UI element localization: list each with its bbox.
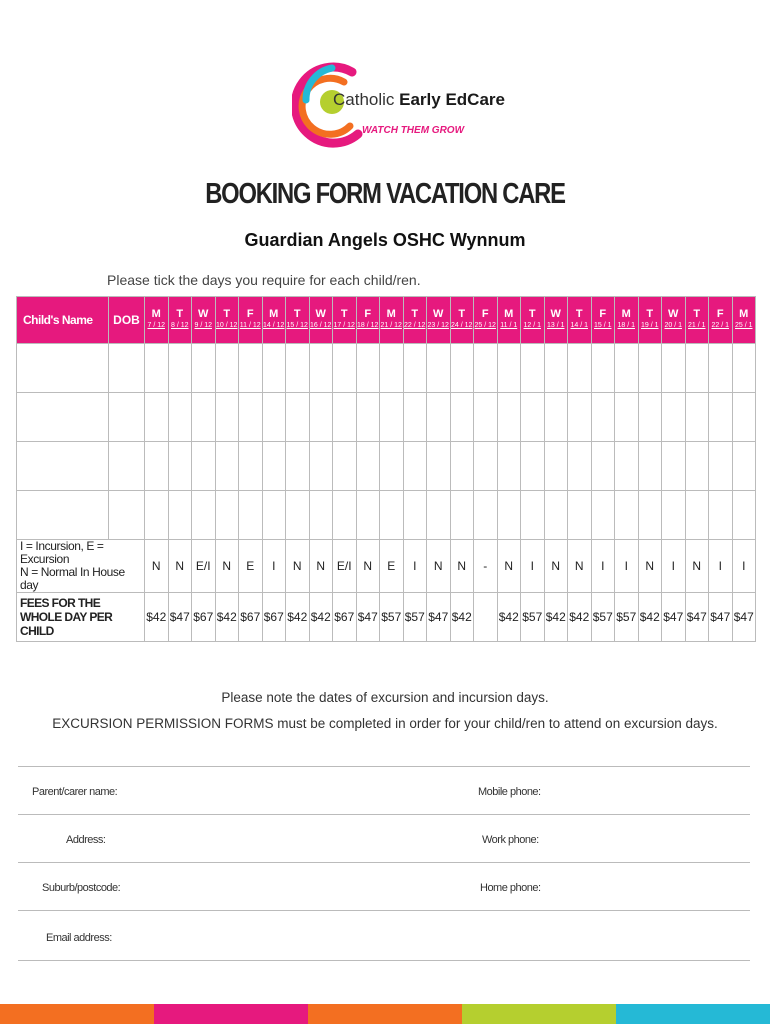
- day-header-1: [168, 297, 192, 344]
- tick-cell[interactable]: [309, 491, 333, 540]
- day-type-code: I: [521, 540, 545, 593]
- day-header-9: [356, 297, 380, 344]
- day-letter: M: [504, 308, 514, 320]
- note-dates: Please note the dates of excursion and incursion days.: [221, 690, 549, 705]
- day-type-code: I: [262, 540, 286, 593]
- tick-cell[interactable]: [450, 442, 474, 491]
- day-header-19: [591, 297, 615, 344]
- day-fee: $42: [145, 593, 169, 642]
- tick-cell[interactable]: [168, 491, 192, 540]
- day-date: 18 / 12: [357, 322, 379, 329]
- child-name-cell[interactable]: [17, 491, 109, 540]
- tick-cell[interactable]: [309, 442, 333, 491]
- day-type-legend: [17, 540, 145, 593]
- form-title: BOOKING FORM VACATION CARE: [205, 178, 565, 210]
- tick-cell[interactable]: [709, 491, 733, 540]
- tick-cell[interactable]: [403, 442, 427, 491]
- child-row: [17, 442, 756, 491]
- day-date: 9 / 12: [194, 322, 212, 329]
- day-date: 16 / 12: [310, 322, 332, 329]
- dob-cell[interactable]: [109, 393, 145, 442]
- tick-cell[interactable]: [356, 442, 380, 491]
- day-date: 21 / 12: [380, 322, 402, 329]
- day-header-25: [732, 297, 756, 344]
- tick-cell[interactable]: [568, 344, 592, 393]
- tick-cell[interactable]: [356, 393, 380, 442]
- day-header-23: [685, 297, 709, 344]
- tick-cell[interactable]: [427, 491, 451, 540]
- tick-cell[interactable]: [262, 393, 286, 442]
- day-letter: W: [433, 308, 444, 320]
- day-fee: $67: [192, 593, 216, 642]
- day-fee: $57: [521, 593, 545, 642]
- day-date: 11 / 12: [239, 322, 261, 329]
- day-letter: M: [739, 308, 749, 320]
- instruction-text: Please tick the days you require for each child/ren.: [107, 272, 421, 288]
- day-header-8: [333, 297, 357, 344]
- tick-cell[interactable]: [568, 393, 592, 442]
- home-phone-label: Home phone:: [480, 882, 541, 894]
- tick-cell[interactable]: [497, 491, 521, 540]
- tick-cell[interactable]: [192, 491, 216, 540]
- day-fee: $47: [685, 593, 709, 642]
- tick-cell[interactable]: [591, 442, 615, 491]
- day-date: 23 / 12: [427, 322, 449, 329]
- day-type-code: N: [168, 540, 192, 593]
- tick-cell[interactable]: [474, 491, 498, 540]
- day-header-18: [568, 297, 592, 344]
- day-fee: $57: [615, 593, 639, 642]
- day-header-4: [239, 297, 263, 344]
- day-type-code: N: [427, 540, 451, 593]
- tick-cell[interactable]: [192, 344, 216, 393]
- day-fee: $57: [591, 593, 615, 642]
- footer-cyan: [616, 1004, 770, 1024]
- day-date: 10 / 12: [216, 322, 238, 329]
- tick-cell[interactable]: [521, 344, 545, 393]
- day-type-code: I: [403, 540, 427, 593]
- day-header-7: [309, 297, 333, 344]
- address-label: Address:: [66, 834, 106, 846]
- child-name-cell[interactable]: [17, 344, 109, 393]
- childs-name-header: Child's Name: [17, 297, 109, 344]
- day-type-code: -: [474, 540, 498, 593]
- day-letter: W: [198, 308, 209, 320]
- tick-cell[interactable]: [427, 393, 451, 442]
- tick-cell[interactable]: [286, 344, 310, 393]
- day-date: 18 / 1: [617, 322, 635, 329]
- day-type-code: I: [615, 540, 639, 593]
- day-type-code: N: [356, 540, 380, 593]
- day-fee: $57: [380, 593, 404, 642]
- legend-line-2: N = Normal In House day: [20, 565, 125, 592]
- day-date: 20 / 1: [664, 322, 682, 329]
- tick-cell[interactable]: [333, 393, 357, 442]
- day-header-15: [497, 297, 521, 344]
- day-header-6: [286, 297, 310, 344]
- day-letter: T: [293, 308, 301, 320]
- day-header-21: [638, 297, 662, 344]
- day-type-code: N: [568, 540, 592, 593]
- tick-cell[interactable]: [591, 491, 615, 540]
- day-fee: $67: [333, 593, 357, 642]
- day-header-13: [450, 297, 474, 344]
- day-header-20: [615, 297, 639, 344]
- day-header-3: [215, 297, 239, 344]
- day-fee: $67: [239, 593, 263, 642]
- day-fee: $42: [309, 593, 333, 642]
- tick-cell[interactable]: [732, 491, 756, 540]
- suburb-postcode-label: Suburb/postcode:: [42, 882, 121, 894]
- tick-cell[interactable]: [662, 442, 686, 491]
- day-letter: T: [458, 308, 466, 320]
- tick-cell[interactable]: [168, 344, 192, 393]
- tick-cell[interactable]: [380, 344, 404, 393]
- day-fee: $47: [427, 593, 451, 642]
- tick-cell[interactable]: [709, 442, 733, 491]
- mobile-phone-label: Mobile phone:: [478, 786, 541, 798]
- day-letter: F: [481, 308, 489, 320]
- tick-cell[interactable]: [474, 344, 498, 393]
- day-header-11: [403, 297, 427, 344]
- tick-cell[interactable]: [685, 442, 709, 491]
- tick-cell[interactable]: [380, 393, 404, 442]
- day-date: 22 / 1: [711, 322, 729, 329]
- tick-cell[interactable]: [662, 344, 686, 393]
- suburb-field[interactable]: [18, 910, 750, 911]
- day-type-code: N: [544, 540, 568, 593]
- day-type-code: N: [450, 540, 474, 593]
- child-name-cell[interactable]: [17, 393, 109, 442]
- child-row: [17, 344, 756, 393]
- tick-cell[interactable]: [615, 442, 639, 491]
- tick-cell[interactable]: [474, 393, 498, 442]
- tick-cell[interactable]: [145, 442, 169, 491]
- tick-cell[interactable]: [497, 344, 521, 393]
- day-fee: $42: [544, 593, 568, 642]
- note-permission: EXCURSION PERMISSION FORMS must be completed in order for your child/ren to attend on excursion days.: [52, 716, 718, 731]
- day-letter: M: [621, 308, 631, 320]
- tick-cell[interactable]: [380, 442, 404, 491]
- day-type-code: N: [685, 540, 709, 593]
- child-name-cell[interactable]: [17, 442, 109, 491]
- tick-cell[interactable]: [450, 491, 474, 540]
- day-letter: W: [315, 308, 326, 320]
- tick-cell[interactable]: [333, 344, 357, 393]
- tick-cell[interactable]: [732, 344, 756, 393]
- footer-green: [462, 1004, 616, 1024]
- day-type-code: N: [497, 540, 521, 593]
- day-header-16: [521, 297, 545, 344]
- tick-cell[interactable]: [662, 491, 686, 540]
- day-letter: F: [716, 308, 724, 320]
- tick-cell[interactable]: [568, 442, 592, 491]
- day-type-code: I: [732, 540, 756, 593]
- tick-cell[interactable]: [262, 491, 286, 540]
- tick-cell[interactable]: [309, 393, 333, 442]
- tick-cell[interactable]: [262, 344, 286, 393]
- tick-cell[interactable]: [168, 393, 192, 442]
- day-fee: [474, 593, 498, 642]
- day-date: 15 / 1: [593, 322, 612, 329]
- day-header-17: [544, 297, 568, 344]
- day-date: 17 / 12: [333, 322, 355, 329]
- tick-cell[interactable]: [568, 491, 592, 540]
- tick-cell[interactable]: [521, 393, 545, 442]
- day-fee: $67: [262, 593, 286, 642]
- tick-cell[interactable]: [638, 344, 662, 393]
- day-date: 21 / 1: [687, 322, 706, 329]
- day-date: 14 / 12: [263, 322, 285, 329]
- day-date: 8 / 12: [170, 322, 189, 329]
- parent-name-label: Parent/carer name:: [32, 786, 118, 798]
- parent-name-field[interactable]: [18, 814, 750, 815]
- tick-cell[interactable]: [544, 393, 568, 442]
- tick-cell[interactable]: [215, 442, 239, 491]
- tick-cell[interactable]: [497, 442, 521, 491]
- day-header-5: [262, 297, 286, 344]
- address-field[interactable]: [18, 862, 750, 863]
- tick-cell[interactable]: [521, 442, 545, 491]
- day-letter: F: [599, 308, 607, 320]
- divider: [18, 766, 750, 767]
- day-fee: $47: [356, 593, 380, 642]
- tick-cell[interactable]: [732, 442, 756, 491]
- day-fee: $47: [709, 593, 733, 642]
- tick-cell[interactable]: [497, 393, 521, 442]
- tick-cell[interactable]: [333, 442, 357, 491]
- tick-cell[interactable]: [685, 491, 709, 540]
- day-letter: T: [411, 308, 419, 320]
- tick-cell[interactable]: [544, 442, 568, 491]
- day-type-row: [17, 540, 756, 593]
- footer-orange-2: [308, 1004, 462, 1024]
- day-header-14: [474, 297, 498, 344]
- day-type-code: E/I: [333, 540, 357, 593]
- day-letter: T: [340, 308, 348, 320]
- tick-cell[interactable]: [638, 442, 662, 491]
- tick-cell[interactable]: [192, 393, 216, 442]
- tick-cell[interactable]: [192, 442, 216, 491]
- child-row: [17, 491, 756, 540]
- logo-tagline: WATCH THEM GROW: [362, 125, 465, 136]
- day-type-code: E: [239, 540, 263, 593]
- tick-cell[interactable]: [215, 393, 239, 442]
- day-date: 13 / 1: [546, 322, 565, 329]
- tick-cell[interactable]: [544, 491, 568, 540]
- logo-brand-text: Catholic Early EdCare: [333, 90, 505, 109]
- day-header-2: [192, 297, 216, 344]
- day-header-12: [427, 297, 451, 344]
- day-fee: $42: [497, 593, 521, 642]
- day-type-code: I: [662, 540, 686, 593]
- tick-cell[interactable]: [685, 393, 709, 442]
- tick-cell[interactable]: [638, 491, 662, 540]
- tick-cell[interactable]: [591, 344, 615, 393]
- day-type-code: I: [591, 540, 615, 593]
- day-date: 19 / 1: [640, 322, 659, 329]
- dob-cell[interactable]: [109, 442, 145, 491]
- day-letter: T: [693, 308, 701, 320]
- email-field[interactable]: [18, 960, 750, 961]
- footer-orange: [0, 1004, 154, 1024]
- tick-cell[interactable]: [685, 344, 709, 393]
- tick-cell[interactable]: [544, 344, 568, 393]
- tick-cell[interactable]: [638, 393, 662, 442]
- tick-cell[interactable]: [427, 442, 451, 491]
- tick-cell[interactable]: [262, 442, 286, 491]
- tick-cell[interactable]: [309, 344, 333, 393]
- tick-cell[interactable]: [356, 344, 380, 393]
- day-fee: $42: [638, 593, 662, 642]
- day-letter: M: [151, 308, 161, 320]
- dob-cell[interactable]: [109, 344, 145, 393]
- booking-table: [16, 296, 756, 642]
- day-letter: T: [528, 308, 536, 320]
- tick-cell[interactable]: [615, 393, 639, 442]
- form-subtitle: Guardian Angels OSHC Wynnum: [244, 230, 526, 250]
- day-fee: $47: [168, 593, 192, 642]
- tick-cell[interactable]: [450, 393, 474, 442]
- day-date: 14 / 1: [570, 322, 588, 329]
- footer-color-bar: [0, 1004, 770, 1024]
- table-header-row: [17, 297, 756, 344]
- tick-cell[interactable]: [709, 344, 733, 393]
- tick-cell[interactable]: [403, 491, 427, 540]
- day-type-code: N: [309, 540, 333, 593]
- tick-cell[interactable]: [732, 393, 756, 442]
- day-date: 12 / 1: [523, 322, 541, 329]
- tick-cell[interactable]: [239, 393, 263, 442]
- tick-cell[interactable]: [286, 442, 310, 491]
- day-fee: $42: [286, 593, 310, 642]
- tick-cell[interactable]: [356, 491, 380, 540]
- day-type-code: N: [215, 540, 239, 593]
- day-letter: W: [668, 308, 679, 320]
- day-fee: $47: [732, 593, 756, 642]
- day-header-10: [380, 297, 404, 344]
- day-type-code: N: [286, 540, 310, 593]
- tick-cell[interactable]: [145, 393, 169, 442]
- tick-cell[interactable]: [403, 344, 427, 393]
- tick-cell[interactable]: [521, 491, 545, 540]
- day-letter: M: [269, 308, 279, 320]
- dob-header: DOB: [109, 297, 145, 344]
- day-type-code: N: [145, 540, 169, 593]
- day-letter: T: [223, 308, 231, 320]
- tick-cell[interactable]: [427, 344, 451, 393]
- day-fee: $42: [568, 593, 592, 642]
- day-fee: $42: [450, 593, 474, 642]
- tick-cell[interactable]: [239, 442, 263, 491]
- tick-cell[interactable]: [286, 491, 310, 540]
- day-header-22: [662, 297, 686, 344]
- day-letter: T: [646, 308, 654, 320]
- tick-cell[interactable]: [615, 344, 639, 393]
- tick-cell[interactable]: [474, 442, 498, 491]
- day-date: 11 / 1: [500, 322, 518, 329]
- legend-line-1: I = Incursion, E = Excursion: [20, 539, 104, 566]
- fees-row: [17, 593, 756, 642]
- tick-cell[interactable]: [145, 344, 169, 393]
- day-date: 22 / 12: [404, 322, 426, 329]
- day-type-code: I: [709, 540, 733, 593]
- tick-cell[interactable]: [286, 393, 310, 442]
- day-type-code: N: [638, 540, 662, 593]
- work-phone-label: Work phone:: [482, 834, 539, 846]
- tick-cell[interactable]: [380, 491, 404, 540]
- tick-cell[interactable]: [450, 344, 474, 393]
- tick-cell[interactable]: [145, 491, 169, 540]
- day-letter: W: [550, 308, 561, 320]
- day-fee: $47: [662, 593, 686, 642]
- tick-cell[interactable]: [215, 344, 239, 393]
- day-date: 25 / 1: [734, 322, 753, 329]
- day-letter: F: [246, 308, 254, 320]
- tick-cell[interactable]: [333, 491, 357, 540]
- day-header-24: [709, 297, 733, 344]
- tick-cell[interactable]: [215, 491, 239, 540]
- tick-cell[interactable]: [615, 491, 639, 540]
- tick-cell[interactable]: [168, 442, 192, 491]
- day-date: 7 / 12: [147, 322, 165, 329]
- day-fee: $42: [215, 593, 239, 642]
- day-letter: T: [575, 308, 583, 320]
- tick-cell[interactable]: [239, 344, 263, 393]
- child-row: [17, 393, 756, 442]
- day-date: 25 / 12: [474, 322, 496, 329]
- tick-cell[interactable]: [591, 393, 615, 442]
- tick-cell[interactable]: [403, 393, 427, 442]
- fees-label: FEES FOR THE WHOLE DAY PER CHILD: [17, 593, 145, 642]
- day-fee: $57: [403, 593, 427, 642]
- day-date: 24 / 12: [451, 322, 473, 329]
- day-date: 15 / 12: [286, 322, 308, 329]
- tick-cell[interactable]: [709, 393, 733, 442]
- day-header-0: [145, 297, 169, 344]
- tick-cell[interactable]: [239, 491, 263, 540]
- day-letter: F: [364, 308, 372, 320]
- day-type-code: E: [380, 540, 404, 593]
- email-address-label: Email address:: [46, 932, 112, 944]
- day-letter: M: [386, 308, 396, 320]
- tick-cell[interactable]: [662, 393, 686, 442]
- day-type-code: E/I: [192, 540, 216, 593]
- day-letter: T: [176, 308, 184, 320]
- footer-pink: [154, 1004, 308, 1024]
- dob-cell[interactable]: [109, 491, 145, 540]
